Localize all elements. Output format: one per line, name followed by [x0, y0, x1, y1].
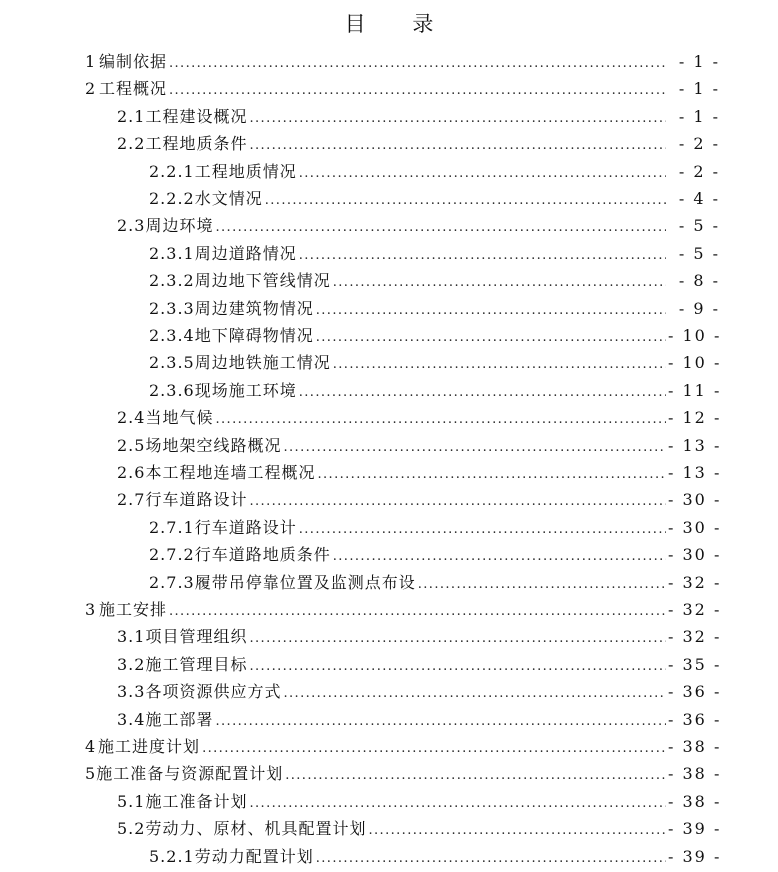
toc-entry-page: - 8 - [678, 271, 720, 291]
toc-entry-page: - 5 - [678, 243, 720, 263]
toc-entry-number: 3.1 [117, 627, 146, 647]
dot-leader [249, 790, 666, 817]
toc-entry-title: 施工管理目标 [145, 654, 248, 674]
dot-leader [299, 242, 666, 269]
toc-entry-number: 3.2 [117, 654, 146, 674]
toc-entry-page: - 1 - [678, 52, 720, 71]
dot-leader [265, 187, 666, 214]
toc-entry[interactable] [149, 158, 720, 185]
toc-entry-title: 场地架空线路概况 [145, 435, 282, 455]
toc-entry-title: 劳动力配置计划 [194, 846, 314, 866]
toc-entry-number: 2.3.1 [149, 243, 195, 263]
toc-entry-number: 1 [85, 52, 97, 71]
toc-entry-number: 2.5 [117, 435, 146, 455]
toc-entry-number: 3.4 [117, 709, 146, 729]
dot-leader [317, 461, 666, 488]
toc-entry-number: 2.6 [117, 463, 146, 482]
toc-entry-page: - 2 - [678, 134, 720, 154]
toc-entry-page: - 2 - [678, 161, 720, 181]
toc-entry-number: 5.1 [117, 791, 146, 811]
toc-entry-page: - 5 - [678, 216, 720, 236]
toc-entry-title: 施工部署 [145, 709, 214, 729]
toc-entry-number: 5.2 [117, 819, 146, 839]
toc-entry-title: 周边建筑物情况 [194, 298, 314, 318]
toc-entry[interactable] [117, 103, 720, 130]
toc-entry-title: 施工安排 [98, 600, 167, 619]
toc-entry[interactable] [149, 377, 720, 404]
toc-entry-number: 2.1 [117, 106, 146, 126]
toc-entry-number: 2.7.1 [149, 517, 195, 537]
toc-entry[interactable] [149, 267, 720, 294]
toc-entry-title: 工程地质情况 [194, 161, 297, 181]
toc-entry-number: 2.7 [117, 490, 146, 510]
toc-entry-number: 5.2.1 [149, 846, 195, 866]
toc-entry-title: 施工进度计划 [98, 737, 201, 756]
dot-leader [249, 625, 666, 652]
toc-entry-page: - 30 - [668, 490, 722, 510]
toc-entry[interactable] [149, 514, 720, 541]
toc-entry-number: 5 [85, 764, 97, 784]
toc-entry[interactable] [85, 733, 720, 760]
toc-entry-page: - 39 - [668, 846, 722, 866]
toc-entry-number: 2.2 [117, 134, 146, 154]
toc-entry-title: 周边环境 [145, 216, 214, 236]
toc-entry-number: 2.3.4 [149, 326, 195, 345]
toc-entry-page: - 13 - [668, 435, 722, 455]
toc-entry[interactable] [85, 760, 720, 787]
toc-entry[interactable] [149, 541, 720, 568]
toc-entry[interactable] [149, 843, 720, 870]
toc-entry-page: - 32 - [668, 572, 722, 592]
toc-entry-page: - 32 - [668, 627, 722, 647]
toc-entry-title: 周边地下管线情况 [194, 271, 331, 291]
toc-entry[interactable] [117, 623, 720, 650]
toc-entry-title: 各项资源供应方式 [145, 682, 282, 702]
toc-entry[interactable] [117, 788, 720, 815]
toc-entry-title: 工程建设概况 [145, 106, 248, 126]
toc-entry-page: - 12 - [668, 408, 722, 428]
toc-entry-page: - 39 - [668, 819, 722, 839]
toc-entry[interactable] [117, 706, 720, 733]
dot-leader [316, 845, 666, 872]
dot-leader [249, 488, 666, 515]
toc-entry-title: 行车道路设计 [145, 490, 248, 510]
dot-leader [418, 571, 666, 598]
toc-entry-title: 劳动力、原材、机具配置计划 [145, 819, 367, 839]
toc-entry[interactable] [117, 459, 720, 486]
toc-entry[interactable] [117, 212, 720, 239]
toc-entry-page: - 38 - [668, 737, 722, 756]
toc-entry-number: 2 [85, 79, 97, 99]
dot-leader [283, 680, 666, 707]
toc-entry-number: 2.7.2 [149, 545, 195, 565]
toc-entry-number: 2.7.3 [149, 572, 195, 592]
toc-entry-number: 2.3.5 [149, 353, 195, 373]
toc-entry-number: 2.2.1 [149, 161, 195, 181]
toc-entry-number: 2.3.3 [149, 298, 195, 318]
toc-entry-number: 2.4 [117, 408, 146, 428]
toc-entry-title: 工程概况 [98, 79, 167, 99]
toc-entry-page: - 1 - [678, 106, 720, 126]
toc-entry-title: 现场施工环境 [194, 380, 297, 400]
dot-leader [283, 434, 666, 461]
toc-entry-title: 项目管理组织 [145, 627, 248, 647]
toc-entry-title: 履带吊停靠位置及监测点布设 [194, 572, 416, 592]
toc-entry[interactable] [117, 432, 720, 459]
dot-leader [316, 324, 666, 351]
dot-leader [368, 817, 666, 844]
toc-entry-page: - 36 - [668, 709, 722, 729]
toc-entry[interactable] [85, 75, 720, 102]
toc-entry[interactable] [117, 678, 720, 705]
toc-entry-title: 行车道路地质条件 [194, 545, 331, 565]
toc-entry-page: - 35 - [668, 654, 722, 674]
dot-leader [169, 598, 666, 625]
toc-entry-page: - 32 - [668, 600, 722, 619]
dot-leader [215, 214, 666, 241]
dot-leader [249, 105, 666, 132]
toc-entry-page: - 38 - [668, 791, 722, 811]
toc-entry-page: - 13 - [668, 463, 722, 482]
toc-entry-number: 2.3 [117, 216, 146, 236]
toc-entry[interactable] [85, 596, 720, 623]
toc-entry-title: 当地气候 [145, 408, 214, 428]
toc-entry-number: 2.3.2 [149, 271, 195, 291]
toc-entry-number: 2.2.2 [149, 189, 195, 208]
toc-entry-title: 施工准备计划 [145, 791, 248, 811]
dot-leader [249, 653, 666, 680]
toc-entry-title: 工程地质条件 [145, 134, 248, 154]
toc-entry-title: 水文情况 [194, 189, 263, 208]
toc-entry[interactable] [117, 130, 720, 157]
toc-entry[interactable] [149, 569, 720, 596]
toc-entry-page: - 11 - [668, 380, 722, 400]
toc-entry-title: 周边道路情况 [194, 243, 297, 263]
dot-leader [299, 160, 666, 187]
dot-leader [215, 708, 666, 735]
dot-leader [285, 762, 666, 789]
toc-entry[interactable] [85, 48, 720, 75]
toc-entry[interactable] [149, 185, 720, 212]
toc-entry-title: 本工程地连墙工程概况 [145, 463, 316, 482]
toc-entry-page: - 36 - [668, 682, 722, 702]
toc-entry[interactable] [117, 651, 720, 678]
toc-entry-title: 周边地铁施工情况 [194, 353, 331, 373]
dot-leader [202, 735, 666, 762]
dot-leader [316, 297, 666, 324]
toc-entry-title: 编制依据 [98, 52, 167, 71]
dot-leader [299, 516, 666, 543]
toc-title: 目 录 [344, 12, 454, 36]
toc-entry-title: 施工准备与资源配置计划 [96, 764, 284, 784]
toc-entry-page: - 10 - [668, 326, 722, 345]
toc-entry-page: - 9 - [678, 298, 720, 318]
toc-entry-title: 行车道路设计 [194, 517, 297, 537]
dot-leader [249, 132, 666, 159]
toc-entry[interactable] [117, 486, 720, 513]
toc-entry[interactable] [149, 295, 720, 322]
toc-entry-title: 地下障碍物情况 [194, 326, 314, 345]
toc-entry-page: - 30 - [668, 517, 722, 537]
dot-leader [215, 406, 666, 433]
toc-entry[interactable] [149, 349, 720, 376]
dot-leader [333, 269, 666, 296]
dot-leader [333, 351, 666, 378]
toc-entry-page: - 1 - [678, 79, 720, 99]
toc-entry[interactable] [117, 815, 720, 842]
toc-entry-number: 2.3.6 [149, 380, 195, 400]
dot-leader [169, 77, 666, 104]
toc-entry-page: - 10 - [668, 353, 722, 373]
toc-entry[interactable] [149, 322, 720, 349]
toc-entry-page: - 30 - [668, 545, 722, 565]
dot-leader [333, 543, 666, 570]
dot-leader [169, 50, 666, 77]
toc-entry-page: - 4 - [678, 189, 720, 208]
dot-leader [299, 379, 666, 406]
toc-entry-number: 3 [85, 600, 97, 619]
toc-entry[interactable] [149, 240, 720, 267]
toc-entry-number: 3.3 [117, 682, 146, 702]
toc-entry-page: - 38 - [668, 764, 722, 784]
toc-entry[interactable] [117, 404, 720, 431]
toc-entry-number: 4 [85, 737, 97, 756]
